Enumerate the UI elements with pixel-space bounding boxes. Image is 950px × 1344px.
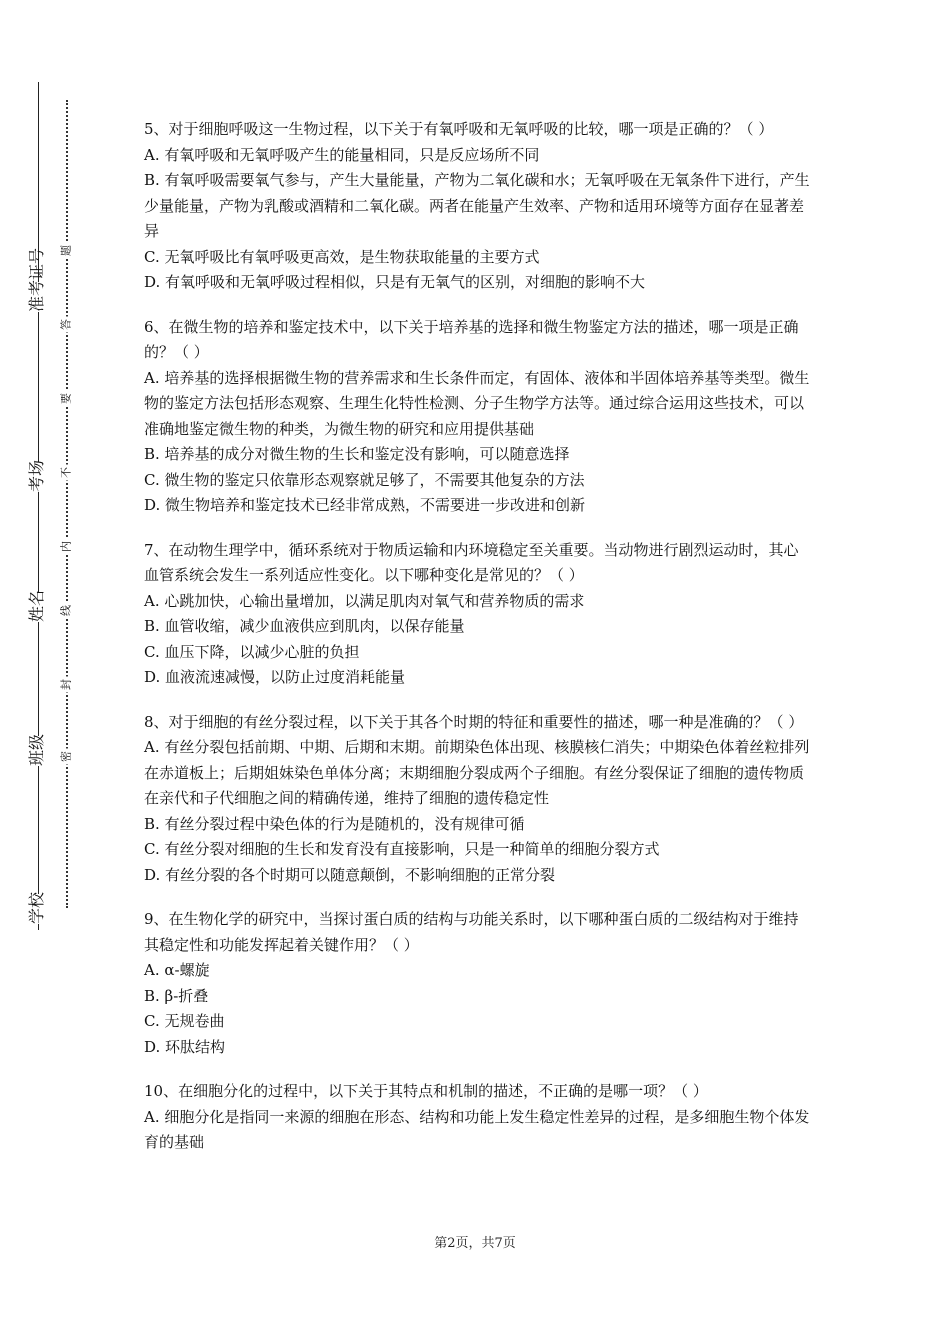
option-b: B. β-折叠 (144, 986, 209, 1005)
question-stem: 9、在生物化学的研究中，当探讨蛋白质的结构与功能关系时，以下哪种蛋白质的二级结构对于维持其稳定性和功能发挥起着关键作用？（ ） (144, 910, 799, 954)
question-10 (144, 1079, 812, 1156)
option-a: A. 心跳加快，心输出量增加，以满足肌肉对氧气和营养物质的需求 (144, 591, 585, 610)
field-label-name: 姓名 (27, 589, 46, 622)
option-a: A. α-螺旋 (144, 961, 210, 979)
option-c: C. 血压下降，以减少心脏的负担 (144, 642, 360, 661)
seal-char: 不 (60, 465, 73, 481)
question-7 (144, 538, 812, 691)
option-b: B. 培养基的成分对微生物的生长和鉴定没有影响，可以随意选择 (144, 445, 570, 463)
option-a: A. 有氧呼吸和无氧呼吸产生的能量相同，只是反应场所不同 (144, 145, 540, 164)
option-a: A. 细胞分化是指同一来源的细胞在形态、结构和功能上发生稳定性差异的过程，是多细胞生物个体发育的基础 (144, 1107, 810, 1151)
option-d: D. 血液流速减慢，以防止过度消耗能量 (144, 668, 406, 686)
question-8 (144, 710, 812, 889)
field-label-class: 班级 (27, 733, 46, 766)
seal-char: 题 (60, 243, 73, 259)
page-number: 第2页，共7页 (434, 1236, 516, 1251)
seal-char: 封 (60, 677, 73, 693)
question-stem: 7、在动物生理学中，循环系统对于物质运输和内环境稳定至关重要。当动物进行剧烈运动时，其心血管系统会发生一系列适应性变化。以下哪种变化是常见的？（ ） (144, 540, 799, 584)
question-stem: 8、对于细胞的有丝分裂过程，以下关于其各个时期的特征和重要性的描述，哪一种是准确的？（ ） (144, 712, 804, 731)
option-a: A. 有丝分裂包括前期、中期、后期和末期。前期染色体出现、核膜核仁消失；中期染色体着丝粒排列在赤道板上；后期姐妹染色单体分离；末期细胞分裂成两个子细胞。有丝分裂保证了细胞的遗传物质在亲代和子代细胞之间的精确传递，维持了细胞的遗传稳定性 (144, 738, 810, 807)
option-d: D. 有丝分裂的各个时期可以随意颠倒，不影响细胞的正常分裂 (144, 865, 556, 884)
binding-dotted-line (66, 100, 68, 908)
question-list (144, 117, 812, 1175)
question-stem: 6、在微生物的培养和鉴定技术中，以下关于培养基的选择和微生物鉴定方法的描述，哪一项是正确的？（ ） (144, 317, 799, 361)
option-c: C. 无规卷曲 (144, 1012, 225, 1030)
seal-char: 要 (60, 391, 73, 407)
question-6 (144, 315, 812, 519)
option-c: C. 微生物的鉴定只依靠形态观察就足够了，不需要其他复杂的方法 (144, 470, 585, 489)
option-d: D. 有氧呼吸和无氧呼吸过程相似，只是有无氧气的区别，对细胞的影响不大 (144, 273, 646, 291)
option-a: A. 培养基的选择根据微生物的营养需求和生长条件而定，有固体、液体和半固体培养基等类型。微生物的鉴定方法包括形态观察、生理生化特性检测、分子生物学方法等。通过综合运用这些技术，可以准确地鉴定微生物的种类，为微生物的研究和应用提供基础 (144, 368, 810, 438)
option-d: D. 环肽结构 (144, 1037, 226, 1056)
field-label-exam-number: 准考证号 (27, 247, 46, 312)
question-9 (144, 907, 812, 1060)
question-5 (144, 117, 812, 296)
field-label-school: 学校 (27, 891, 46, 924)
seal-char: 内 (60, 539, 73, 555)
option-c: C. 有丝分裂对细胞的生长和发育没有直接影响，只是一种简单的细胞分裂方式 (144, 840, 660, 858)
option-b: B. 有丝分裂过程中染色体的行为是随机的，没有规律可循 (144, 814, 525, 833)
option-b: B. 血管收缩，减少血液供应到肌肉，以保存能量 (144, 617, 465, 635)
option-d: D. 微生物培养和鉴定技术已经非常成熟，不需要进一步改进和创新 (144, 496, 586, 514)
seal-char: 密 (60, 749, 73, 765)
option-b: B. 有氧呼吸需要氧气参与，产生大量能量，产物为二氧化碳和水；无氧呼吸在无氧条件下进行，产生少量能量，产物为乳酸或酒精和二氧化碳。两者在能量产生效率、产物和适用环境等方面存在显著差异 (144, 171, 810, 240)
seal-char: 答 (60, 317, 73, 333)
seal-char: 线 (60, 603, 73, 619)
question-stem: 5、对于细胞呼吸这一生物过程，以下关于有氧呼吸和无氧呼吸的比较，哪一项是正确的？（ ） (144, 120, 774, 138)
field-label-exam-room: 考场 (27, 459, 46, 492)
option-c: C. 无氧呼吸比有氧呼吸更高效，是生物获取能量的主要方式 (144, 247, 540, 266)
question-stem: 10、在细胞分化的过程中，以下关于其特点和机制的描述，不正确的是哪一项？（ ） (144, 1082, 708, 1100)
binding-solid-line (38, 82, 39, 930)
